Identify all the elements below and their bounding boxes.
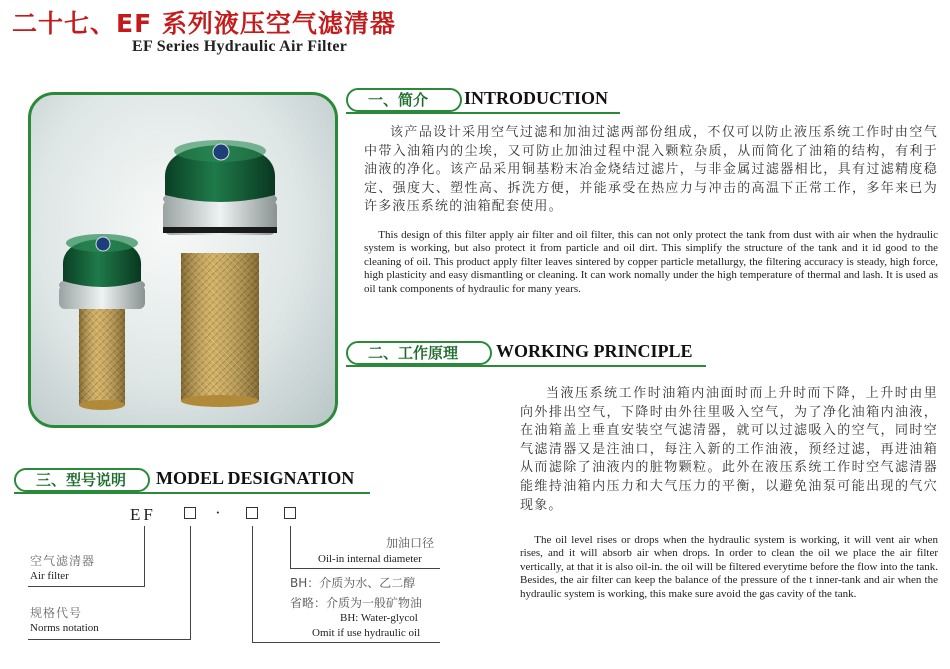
model-designation-label-en: MODEL DESIGNATION xyxy=(156,468,355,488)
model-code-separator: · xyxy=(215,503,221,522)
model-code-box-2 xyxy=(246,507,258,519)
introduction-label-cn: 一、简介 xyxy=(346,88,462,112)
air-filter-product-photo xyxy=(28,92,338,428)
introduction-body-en: This design of this filter apply air filter and oil filter, this can not only protect the tank from dust with air when the hydraulic system is working, but also protect it from particle and oil dirt. This simplify the structure of the tank and it id good to the cleaning of oil. This product apply filter leaves sintered by copper particle metallurgy, the filtering accuracy is steady, high force, high plasticity and easy dismantling or cleaning. It can work nomally under the high temperature of thermal and lash. It is used as oil tank components of hydraulic for many years. xyxy=(364,229,938,295)
oil-inlet-label-en: Oil-in internal diameter xyxy=(318,553,422,565)
medium-omit-label-cn: 省略：介质为一般矿物油 xyxy=(290,596,423,610)
working-principle-label-en: WORKING PRINCIPLE xyxy=(496,341,693,361)
working-principle-body-en: The oil level rises or drops when the hydraulic system is working, it will vent air when rises, and it will absorb air when drops. In order to clean the oil we place the air filter vertically, at that it is also oil-in. the oil will be filtered everytime before the flow into the tank. Besides, the air filter can keep the balance of the pressure of the t inner-tank and air when the hydraulic system is working, this make sure avoid the gas cavity of the tank. xyxy=(520,534,938,600)
medium-bh-label-en: BH: Water-glycol xyxy=(340,612,418,624)
model-code-prefix: EF xyxy=(130,505,156,524)
model-code-box-1 xyxy=(184,507,196,519)
page-subtitle: EF Series Hydraulic Air Filter xyxy=(132,38,348,55)
working-principle-body-cn: 当液压系统工作时油箱内油面时而上升时而下降，上升时由里向外排出空气，下降时由外往里吸入空气，为了净化油箱内油液，在油箱盖上垂直安装空气滤清器，就可以过滤吸入的空气，同时空气滤清器又是注油口，每注入新的工作油液，预经过滤，再进油箱从而滤除了油液内的脏物颗粒。此外在液压系统工作时空气滤清器能维持油箱内压力和大气压力的平衡，以避免油泵可能出现的气穴现象。 xyxy=(520,386,938,513)
introduction-label-en: INTRODUCTION xyxy=(464,88,609,108)
model-code-box-3 xyxy=(284,507,296,519)
introduction-underline xyxy=(346,112,620,114)
working-principle-label-cn: 二、工作原理 xyxy=(346,341,492,365)
air-filter-label-en: Air filter xyxy=(30,570,69,582)
medium-bh-label-cn: BH：介质为水、乙二醇 xyxy=(290,576,416,590)
introduction-body-cn: 该产品设计采用空气过滤和加油过滤两部份组成，不仅可以防止液压系统工作时由空气中带入油箱内的尘埃，又可防止加油过程中混入颗粒杂质，从而简化了油箱的结构，有利于油液的净化。该产品采用铜基粉末冶金烧结过滤片，与非金属过滤器相比，具有过滤精度稳定、强度大、塑性高、拆洗方便，并能承受在热应力与冲击的高温下正常工作，多年来已为许多液压系统的油箱配套使用。 xyxy=(364,125,938,215)
model-designation-underline xyxy=(14,492,370,494)
medium-omit-label-en: Omit if use hydraulic oil xyxy=(312,627,421,639)
model-designation-label-cn: 三、型号说明 xyxy=(14,468,150,492)
norms-label-cn: 规格代号 xyxy=(30,606,83,620)
norms-label-en: Norms notation xyxy=(30,622,99,634)
working-principle-underline xyxy=(346,365,706,367)
oil-inlet-label-cn: 加油口径 xyxy=(386,536,435,550)
air-filter-label-cn: 空气滤清器 xyxy=(30,554,96,568)
page-title: 二十七、EF 系列液压空气滤清器 xyxy=(12,9,396,38)
